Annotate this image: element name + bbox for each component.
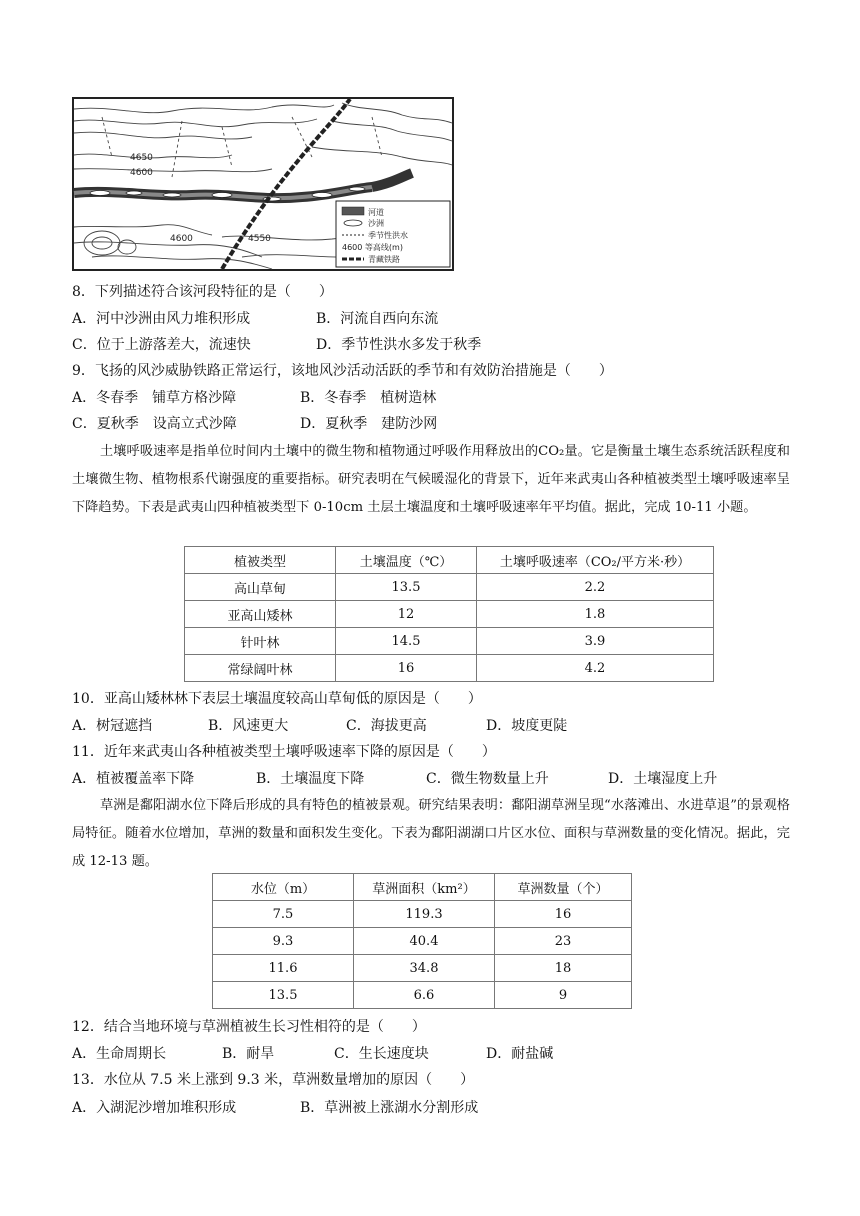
table-row bbox=[185, 628, 714, 655]
q12-option-d: D．耐盐碱 bbox=[486, 1046, 554, 1062]
map-legend bbox=[336, 201, 450, 267]
legend-sandbar: 沙洲 bbox=[368, 219, 384, 228]
q10-option-c: C．海拔更高 bbox=[346, 718, 427, 734]
q11-option-a: A．植被覆盖率下降 bbox=[72, 771, 195, 787]
table-cell: 3.9 bbox=[477, 628, 714, 655]
table-cell: 2.2 bbox=[477, 574, 714, 601]
table-cell: 9 bbox=[495, 982, 632, 1009]
table-row bbox=[213, 928, 632, 955]
q9-option-a: A．冬春季 铺草方格沙障 bbox=[72, 390, 237, 406]
q8-option-d: D．季节性洪水多发于秋季 bbox=[316, 337, 482, 353]
table-row bbox=[213, 901, 632, 928]
table-row bbox=[213, 982, 632, 1009]
q12-option-a: A．生命周期长 bbox=[72, 1046, 167, 1062]
table-row bbox=[185, 601, 714, 628]
table-cell: 40.4 bbox=[354, 928, 495, 955]
q9-option-d: D．夏秋季 建防沙网 bbox=[300, 416, 438, 432]
legend-flood: 季节性洪水 bbox=[368, 231, 408, 240]
grassland-table bbox=[212, 873, 632, 1009]
q9-option-b: B．冬春季 植树造林 bbox=[300, 390, 437, 406]
table-cell: 常绿阔叶林 bbox=[185, 655, 336, 682]
contour-label: 4550 bbox=[248, 234, 271, 244]
q9-stem: 9．飞扬的风沙威胁铁路正常运行，该地风沙活动活跃的季节和有效防治措施是（ ） bbox=[72, 363, 613, 379]
table-row bbox=[185, 574, 714, 601]
table-cell: 6.6 bbox=[354, 982, 495, 1009]
table-cell: 11.6 bbox=[213, 955, 354, 982]
table-cell: 亚高山矮林 bbox=[185, 601, 336, 628]
soil-respiration-table bbox=[184, 546, 714, 682]
table-header: 土壤温度（℃） bbox=[336, 547, 477, 574]
q10-option-a: A．树冠遮挡 bbox=[72, 718, 153, 734]
table-cell: 1.8 bbox=[477, 601, 714, 628]
table-header: 土壤呼吸速率（CO₂/平方米·秒） bbox=[477, 547, 714, 574]
legend-railway: 青藏铁路 bbox=[368, 255, 400, 264]
q13-option-a: A．入湖泥沙增加堆积形成 bbox=[72, 1100, 237, 1116]
table-cell: 高山草甸 bbox=[185, 574, 336, 601]
passage-grassland: 草洲是鄱阳湖水位下降后形成的具有特色的植被景观。研究结果表明：鄱阳湖草洲呈现“水落滩出、水进草退”的景观格局特征。随着水位增加，草洲的数量和面积发生变化。下表为鄱阳湖湖口片区水位、面积与草洲数量的变化情况。据此，完成 12-13 题。 bbox=[72, 798, 790, 869]
q13-option-b: B．草洲被上涨湖水分割形成 bbox=[300, 1100, 479, 1116]
table-cell: 18 bbox=[495, 955, 632, 982]
contour-label: 4600 bbox=[170, 234, 193, 244]
q11-stem: 11．近年来武夷山各种植被类型土壤呼吸速率下降的原因是（ ） bbox=[72, 744, 496, 760]
q11-option-b: B．土壤温度下降 bbox=[256, 771, 365, 787]
q8-stem: 8．下列描述符合该河段特征的是（ ） bbox=[72, 284, 333, 300]
q8-option-b: B．河流自西向东流 bbox=[316, 311, 439, 327]
table-cell: 13.5 bbox=[213, 982, 354, 1009]
q8-option-a: A．河中沙洲由风力堆积形成 bbox=[72, 311, 251, 327]
table-row bbox=[185, 655, 714, 682]
table-cell: 12 bbox=[336, 601, 477, 628]
q9-option-c: C．夏秋季 设高立式沙障 bbox=[72, 416, 237, 432]
table-cell: 14.5 bbox=[336, 628, 477, 655]
passage-soil-respiration: 土壤呼吸速率是指单位时间内土壤中的微生物和植物通过呼吸作用释放出的CO₂量。它是衡量土壤生态系统活跃程度和土壤微生物、植物根系代谢强度的重要指标。研究表明在气候暖湿化的背景下，近年来武夷山各种植被类型土壤呼吸速率呈下降趋势。下表是武夷山四种植被类型下 0-10cm 土层土壤温度和土壤呼吸速率年平均值。据此，完成 10-11 小题。 bbox=[72, 444, 790, 515]
table-cell: 34.8 bbox=[354, 955, 495, 982]
q10-option-d: D．坡度更陡 bbox=[486, 718, 568, 734]
table-cell: 119.3 bbox=[354, 901, 495, 928]
q12-option-c: C．生长速度块 bbox=[334, 1046, 429, 1062]
q10-option-b: B．风速更大 bbox=[208, 718, 289, 734]
table-header: 水位（m） bbox=[213, 874, 354, 901]
table-cell: 针叶林 bbox=[185, 628, 336, 655]
table-header-row bbox=[213, 874, 632, 901]
q11-option-d: D．土壤湿度上升 bbox=[608, 771, 718, 787]
q12-stem: 12．结合当地环境与草洲植被生长习性相符的是（ ） bbox=[72, 1019, 426, 1035]
table-cell: 4.2 bbox=[477, 655, 714, 682]
table-row bbox=[213, 955, 632, 982]
legend-river: 河道 bbox=[368, 208, 384, 217]
table-header: 草洲数量（个） bbox=[495, 874, 632, 901]
table-cell: 7.5 bbox=[213, 901, 354, 928]
river-map-figure bbox=[72, 97, 454, 271]
q11-option-c: C．微生物数量上升 bbox=[426, 771, 549, 787]
table-header-row bbox=[185, 547, 714, 574]
table-cell: 16 bbox=[336, 655, 477, 682]
table-header: 植被类型 bbox=[185, 547, 336, 574]
table-header: 草洲面积（km²） bbox=[354, 874, 495, 901]
legend-contour: 4600 等高线(m) bbox=[342, 243, 403, 252]
q13-stem: 13．水位从 7.5 米上涨到 9.3 米，草洲数量增加的原因（ ） bbox=[72, 1072, 475, 1088]
q12-option-b: B．耐旱 bbox=[222, 1046, 275, 1062]
contour-label: 4650 bbox=[130, 153, 153, 163]
table-cell: 23 bbox=[495, 928, 632, 955]
q8-option-c: C．位于上游落差大，流速快 bbox=[72, 337, 251, 353]
table-cell: 13.5 bbox=[336, 574, 477, 601]
contour-label: 4600 bbox=[130, 168, 153, 178]
q10-stem: 10．亚高山矮林林下表层土壤温度较高山草甸低的原因是（ ） bbox=[72, 691, 482, 707]
table-cell: 9.3 bbox=[213, 928, 354, 955]
table-cell: 16 bbox=[495, 901, 632, 928]
